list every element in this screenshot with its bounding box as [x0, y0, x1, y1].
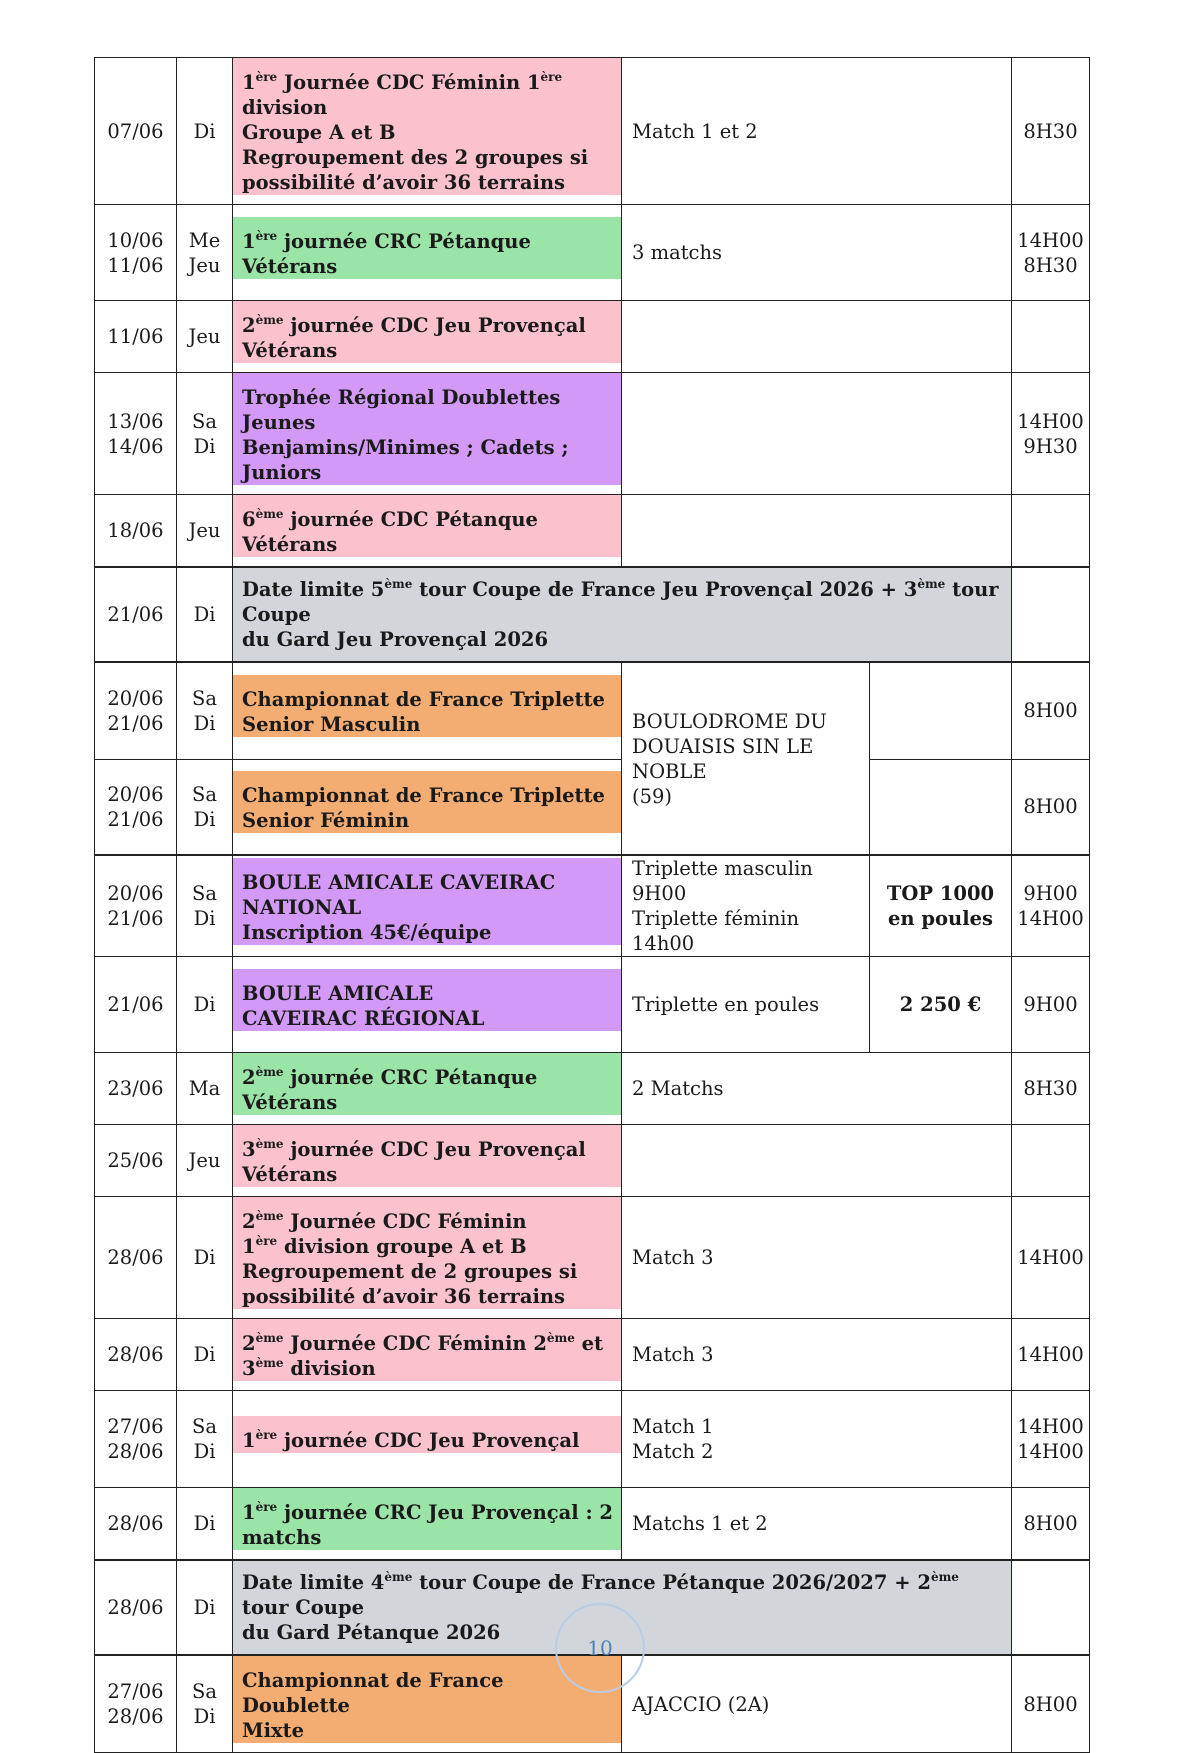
info-cell — [622, 373, 1012, 495]
info-cell — [622, 495, 1012, 568]
schedule-row — [95, 759, 1090, 855]
day-cell — [177, 1197, 233, 1319]
event-fill — [233, 1125, 621, 1187]
day-cell — [177, 205, 233, 301]
event-cell — [233, 1125, 622, 1197]
schedule-row — [95, 662, 1090, 759]
cell-line: 14H00 — [1017, 1440, 1084, 1463]
cell-line: Di — [193, 1440, 216, 1463]
cell-line: 21/06 — [107, 603, 164, 626]
cell-line: Sa — [192, 882, 217, 905]
cell-line: Di — [193, 1512, 216, 1535]
cell-line: Di — [193, 711, 216, 735]
cell-line: en poules — [888, 907, 993, 930]
cell-line: 2 Matchs — [632, 1077, 724, 1100]
cell-line: 14H00 — [1017, 228, 1084, 252]
day-cell — [177, 1125, 233, 1197]
time-cell — [1012, 1197, 1090, 1319]
cell-line: possibilité d’avoir 36 terrains — [242, 1285, 566, 1308]
cell-line: Di — [193, 1705, 216, 1728]
event-fill — [233, 1488, 621, 1550]
cell-line: 21/06 — [107, 807, 164, 831]
cell-line: possibilité d’avoir 36 terrains — [242, 171, 566, 194]
cell-line: 2 250 € — [899, 993, 982, 1016]
cell-line: TOP 1000 — [886, 882, 995, 905]
day-cell — [177, 567, 233, 662]
cell-line: 1ère division groupe A et B — [242, 1234, 527, 1258]
day-cell — [177, 1053, 233, 1125]
date-cell — [95, 662, 177, 759]
date-cell — [95, 855, 177, 957]
cell-line: 21/06 — [107, 711, 164, 735]
cell-line: Vétérans — [242, 339, 338, 362]
cell-line: Groupe A et B — [242, 121, 396, 144]
date-cell — [95, 1560, 177, 1655]
day-cell — [177, 495, 233, 568]
time-cell — [1012, 1488, 1090, 1561]
cell-line: 8H00 — [1023, 699, 1078, 723]
date-cell — [95, 1197, 177, 1319]
cell-line: 2ème Journée CDC Féminin — [242, 1209, 527, 1233]
date-cell — [95, 1053, 177, 1125]
schedule-row — [95, 1053, 1090, 1125]
cell-line: Championnat de France Doublette — [242, 1669, 504, 1717]
cell-line: 28/06 — [107, 1246, 164, 1269]
info-cell — [622, 58, 1012, 205]
cell-line: 18/06 — [107, 519, 164, 542]
info-cell — [622, 301, 1012, 373]
date-cell — [95, 301, 177, 373]
cell-line: Senior Masculin — [242, 713, 421, 737]
cell-line: Sa — [192, 686, 217, 710]
date-cell — [95, 495, 177, 568]
day-cell — [177, 855, 233, 957]
event-fill — [233, 969, 621, 1031]
time-cell — [1012, 1560, 1090, 1655]
cell-line: 8H30 — [1023, 253, 1078, 277]
time-cell — [1012, 957, 1090, 1053]
info-cell — [622, 957, 870, 1053]
cell-line: 2ème journée CDC Jeu Provençal — [242, 313, 586, 337]
cell-line: BOULE AMICALE CAVEIRAC — [242, 871, 556, 894]
extra-cell — [870, 662, 1012, 759]
schedule-row — [95, 301, 1090, 373]
event-fill — [233, 1416, 621, 1453]
time-cell — [1012, 759, 1090, 855]
event-cell — [233, 1488, 622, 1561]
event-fill — [233, 858, 621, 945]
cell-line: 13/06 — [107, 409, 164, 433]
cell-line: 28/06 — [107, 1512, 164, 1535]
cell-line: DOUAISIS SIN LE NOBLE — [632, 734, 814, 783]
cell-line: Jeu — [188, 1149, 221, 1172]
cell-line: 11/06 — [107, 325, 164, 348]
cell-line: Championnat de France Triplette — [242, 688, 605, 712]
date-cell — [95, 1319, 177, 1391]
date-cell — [95, 58, 177, 205]
cell-line: 8H30 — [1023, 1077, 1078, 1100]
day-cell — [177, 58, 233, 205]
date-cell — [95, 957, 177, 1053]
cell-line: 11/06 — [107, 253, 164, 277]
cell-line: NATIONAL — [242, 896, 362, 919]
date-cell — [95, 1655, 177, 1753]
info-cell — [622, 662, 870, 855]
day-cell — [177, 1391, 233, 1488]
cell-line: Date limite 5ème tour Coupe de France Jeu Provençal 2026 + 3ème tour Coupe — [242, 577, 999, 626]
cell-line: du Gard Jeu Provençal 2026 — [242, 628, 549, 651]
event-cell — [233, 759, 622, 855]
cell-line: 14H00 — [1017, 1246, 1084, 1269]
cell-line: Di — [193, 907, 216, 930]
cell-line: 23/06 — [107, 1077, 164, 1100]
date-cell — [95, 1391, 177, 1488]
cell-line: 20/06 — [107, 882, 164, 905]
day-cell — [177, 1655, 233, 1753]
cell-line: 8H00 — [1023, 1692, 1078, 1716]
cell-line: Jeu — [188, 325, 221, 348]
event-fill — [233, 373, 621, 485]
cell-line: Trophée Régional Doublettes Jeunes — [242, 386, 561, 434]
cell-line: 9H30 — [1023, 434, 1078, 458]
extra-cell — [870, 759, 1012, 855]
cell-line: Sa — [192, 1680, 217, 1703]
event-cell — [233, 373, 622, 495]
event-fill — [233, 1197, 621, 1309]
event-fill — [233, 1053, 621, 1115]
cell-line: 14H00 — [1017, 907, 1084, 930]
cell-line: 20/06 — [107, 782, 164, 806]
time-cell — [1012, 495, 1090, 568]
time-cell — [1012, 567, 1090, 662]
cell-line: Match 1 — [632, 1415, 714, 1438]
cell-line: Triplette masculin 9H00 — [632, 857, 813, 905]
event-cell — [233, 301, 622, 373]
cell-line: 28/06 — [107, 1596, 164, 1619]
schedule-row — [95, 58, 1090, 205]
event-fill — [233, 301, 621, 363]
cell-line: 14H00 — [1017, 1343, 1084, 1366]
cell-line: 14H00 — [1017, 409, 1084, 433]
cell-line: 1ère journée CRC Pétanque Vétérans — [242, 229, 531, 278]
time-cell — [1012, 58, 1090, 205]
time-cell — [1012, 1655, 1090, 1753]
event-cell — [233, 855, 622, 957]
cell-line: Matchs 1 et 2 — [632, 1512, 768, 1535]
cell-line: Benjamins/Minimes ; Cadets ; Juniors — [242, 436, 569, 484]
event-fill — [233, 675, 621, 737]
schedule-row — [95, 205, 1090, 301]
cell-line: Date limite 4ème tour Coupe de France Pétanque 2026/2027 + 2ème tour Coupe — [242, 1570, 959, 1619]
time-cell — [1012, 373, 1090, 495]
cell-line: Match 1 et 2 — [632, 119, 758, 143]
schedule-table — [94, 57, 1090, 1753]
cell-line: CAVEIRAC RÉGIONAL — [242, 1007, 485, 1030]
cell-line: Senior Féminin — [242, 809, 410, 833]
cell-line: Di — [193, 807, 216, 831]
cell-line: 28/06 — [107, 1705, 164, 1728]
time-cell — [1012, 1125, 1090, 1197]
event-fill — [233, 568, 1011, 661]
cell-line: 8H00 — [1023, 795, 1078, 819]
cell-line: Regroupement de 2 groupes si — [242, 1260, 578, 1283]
day-cell — [177, 759, 233, 855]
day-cell — [177, 1488, 233, 1561]
cell-line: 25/06 — [107, 1149, 164, 1172]
cell-line: 2ème Journée CDC Féminin 2ème et — [242, 1331, 604, 1355]
cell-line: 9H00 — [1023, 993, 1078, 1016]
info-cell — [622, 1391, 1012, 1488]
time-cell — [1012, 205, 1090, 301]
event-cell — [233, 1391, 622, 1488]
day-cell — [177, 1319, 233, 1391]
cell-line: 3 matchs — [632, 241, 723, 264]
page-number-badge — [555, 1603, 645, 1693]
event-fill — [233, 58, 621, 195]
event-cell — [233, 1197, 622, 1319]
time-cell — [1012, 855, 1090, 957]
event-fill — [233, 495, 621, 557]
day-cell — [177, 1560, 233, 1655]
cell-line: Match 2 — [632, 1440, 714, 1463]
event-fill — [233, 217, 621, 279]
cell-line: Jeu — [188, 253, 221, 277]
time-cell — [1012, 1319, 1090, 1391]
event-cell — [233, 957, 622, 1053]
cell-line: Jeu — [188, 519, 221, 542]
event-fill — [233, 1319, 621, 1381]
cell-line: (59) — [632, 784, 673, 808]
day-cell — [177, 301, 233, 373]
cell-line: Championnat de France Triplette — [242, 784, 605, 808]
cell-line: matchs — [242, 1526, 322, 1549]
date-cell — [95, 373, 177, 495]
info-cell — [622, 1197, 1012, 1319]
cell-line: Di — [193, 1596, 216, 1619]
cell-line: 3ème division — [242, 1356, 376, 1380]
info-cell — [622, 205, 1012, 301]
cell-line: Ma — [188, 1077, 221, 1100]
time-cell — [1012, 662, 1090, 759]
cell-line: Di — [193, 603, 216, 626]
schedule-row — [95, 1197, 1090, 1319]
schedule-row — [95, 495, 1090, 568]
cell-line: Match 3 — [632, 1246, 714, 1269]
cell-line: Mixte — [242, 1719, 305, 1742]
cell-line: 21/06 — [107, 993, 164, 1016]
cell-line: Sa — [192, 1415, 217, 1438]
event-cell — [233, 495, 622, 568]
cell-line: 2ème journée CRC Pétanque Vétérans — [242, 1065, 538, 1114]
date-cell — [95, 759, 177, 855]
cell-line: Me — [188, 228, 221, 252]
cell-line: 1ère journée CRC Jeu Provençal : 2 — [242, 1500, 614, 1524]
schedule-row — [95, 1488, 1090, 1561]
schedule-row — [95, 957, 1090, 1053]
schedule-row — [95, 855, 1090, 957]
schedule-row — [95, 1319, 1090, 1391]
event-fill — [233, 771, 621, 833]
cell-line: Di — [193, 434, 216, 458]
cell-line: Di — [193, 1246, 216, 1269]
event-cell — [233, 58, 622, 205]
cell-line: Triplette en poules — [632, 993, 820, 1016]
cell-line: 28/06 — [107, 1440, 164, 1463]
page-number: 10 — [587, 1636, 613, 1660]
day-cell — [177, 957, 233, 1053]
cell-line: Vétérans — [242, 1163, 338, 1186]
date-cell — [95, 205, 177, 301]
cell-line: Regroupement des 2 groupes si — [242, 146, 589, 169]
cell-line: 10/06 — [107, 228, 164, 252]
cell-line: 3ème journée CDC Jeu Provençal — [242, 1137, 586, 1161]
cell-line: 1ère journée CDC Jeu Provençal — [242, 1428, 580, 1452]
day-cell — [177, 373, 233, 495]
cell-line: 8H30 — [1023, 119, 1078, 143]
schedule-row — [95, 567, 1090, 662]
time-cell — [1012, 1391, 1090, 1488]
cell-line: AJACCIO (2A) — [632, 1692, 770, 1716]
event-cell — [233, 567, 1012, 662]
cell-line: BOULODROME DU — [632, 709, 827, 733]
extra-cell — [870, 957, 1012, 1053]
cell-line: 27/06 — [107, 1415, 164, 1438]
date-cell — [95, 1488, 177, 1561]
cell-line: Di — [193, 993, 216, 1016]
cell-line: Triplette féminin 14h00 — [632, 907, 800, 955]
event-cell — [233, 1319, 622, 1391]
cell-line: 28/06 — [107, 1343, 164, 1366]
info-cell — [622, 855, 870, 957]
cell-line: Di — [193, 1343, 216, 1366]
schedule-row — [95, 373, 1090, 495]
event-cell — [233, 662, 622, 759]
cell-line: du Gard Pétanque 2026 — [242, 1621, 501, 1644]
cell-line: Sa — [192, 409, 217, 433]
day-cell — [177, 662, 233, 759]
cell-line: 20/06 — [107, 686, 164, 710]
extra-cell — [870, 855, 1012, 957]
time-cell — [1012, 1053, 1090, 1125]
cell-line: Inscription 45€/équipe — [242, 921, 492, 944]
cell-line: 8H00 — [1023, 1512, 1078, 1535]
schedule-row — [95, 1391, 1090, 1488]
cell-line: 21/06 — [107, 907, 164, 930]
event-cell — [233, 205, 622, 301]
cell-line: 14H00 — [1017, 1415, 1084, 1438]
cell-line: 6ème journée CDC Pétanque Vétérans — [242, 507, 538, 556]
date-cell — [95, 567, 177, 662]
info-cell — [622, 1053, 1012, 1125]
cell-line: BOULE AMICALE — [242, 982, 434, 1005]
info-cell — [622, 1125, 1012, 1197]
cell-line: 27/06 — [107, 1680, 164, 1703]
time-cell — [1012, 301, 1090, 373]
schedule-row — [95, 1125, 1090, 1197]
cell-line: Sa — [192, 782, 217, 806]
info-cell — [622, 1655, 1012, 1753]
info-cell — [622, 1488, 1012, 1561]
cell-line: Match 3 — [632, 1343, 714, 1366]
event-cell — [233, 1053, 622, 1125]
cell-line: 1ère Journée CDC Féminin 1ère division — [242, 70, 563, 119]
date-cell — [95, 1125, 177, 1197]
cell-line: Di — [193, 119, 216, 143]
cell-line: 9H00 — [1023, 882, 1078, 905]
info-cell — [622, 1319, 1012, 1391]
cell-line: 07/06 — [107, 119, 164, 143]
cell-line: 14/06 — [107, 434, 164, 458]
